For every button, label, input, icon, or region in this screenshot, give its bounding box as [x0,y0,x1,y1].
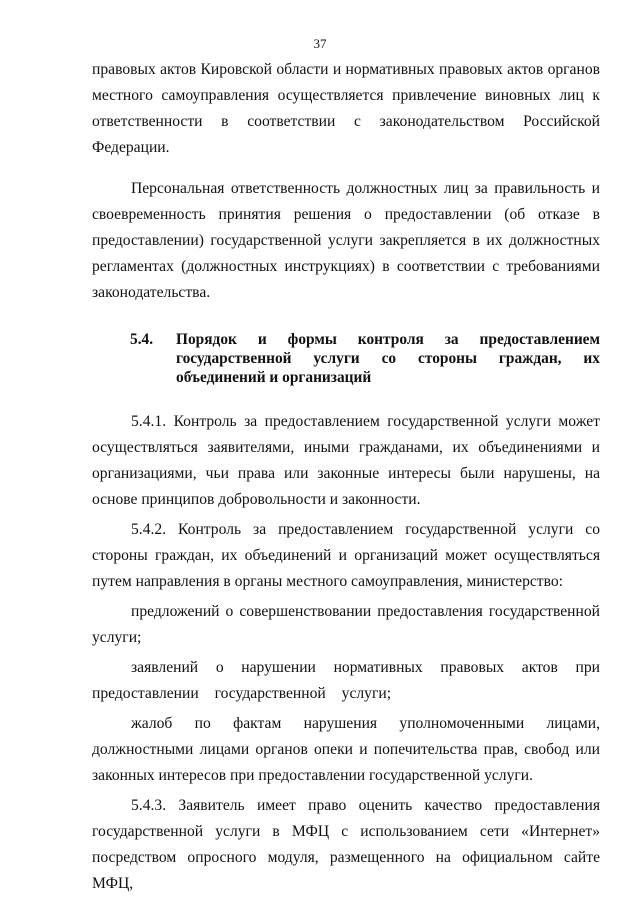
paragraph-personal-responsibility: Персональная ответственность должностных лиц за правильность и своевременность принятия решения о предоставлении (об отказе в предоставлении) государственной услуги закрепляется в их должностных регламентах (должностных инструкциях) в соответствии с требованиями законодательства. [92,180,600,301]
clause-5-4-3: 5.4.3. Заявитель имеет право оценить качество предоставления государственной услуги в МФЦ с использованием сети «Интернет» посредством опросного модуля, размещенного на официальном сайте МФЦ, [92,797,600,892]
section-number: 5.4. [130,331,154,348]
clause-5-4-2: 5.4.2. Контроль за предоставлением государственной услуги со стороны граждан, их объединений и организаций может осуществляться путем направления в органы местного самоуправления, министерство: [92,521,600,590]
clause-5-4-1: 5.4.1. Контроль за предоставлением государственной услуги может осуществляться заявителями, иными гражданами, их объединениями и организациями, чьи права или законные интересы были нарушены, на основе принципов добровольности и законности. [92,413,600,508]
paragraph-liability-continuation: правовых актов Кировской области и нормативных правовых актов органов местного самоуправления осуществляется привлечение виновных лиц к ответственности в соответствии с законодательством Российской Федерации. [92,61,600,156]
list-item-complaints: жалоб по фактам нарушения уполномоченными лицами, должностными лицами органов опеки и попечительства прав, свобод или законных интересов при предоставлении государственной услуги. [92,715,600,784]
list-item-proposals: предложений о совершенствовании предоставления государственной услуги; [92,603,600,646]
list-item-statements: заявлений о нарушении нормативных правовых актов при предоставлении государственной услуги; [92,659,600,702]
document-body [92,57,600,897]
section-title: Порядок и формы контроля за предоставлением государственной услуги со стороны граждан, их объединений и организаций [176,331,600,386]
section-heading [92,330,600,387]
page-number: 37 [313,36,327,51]
